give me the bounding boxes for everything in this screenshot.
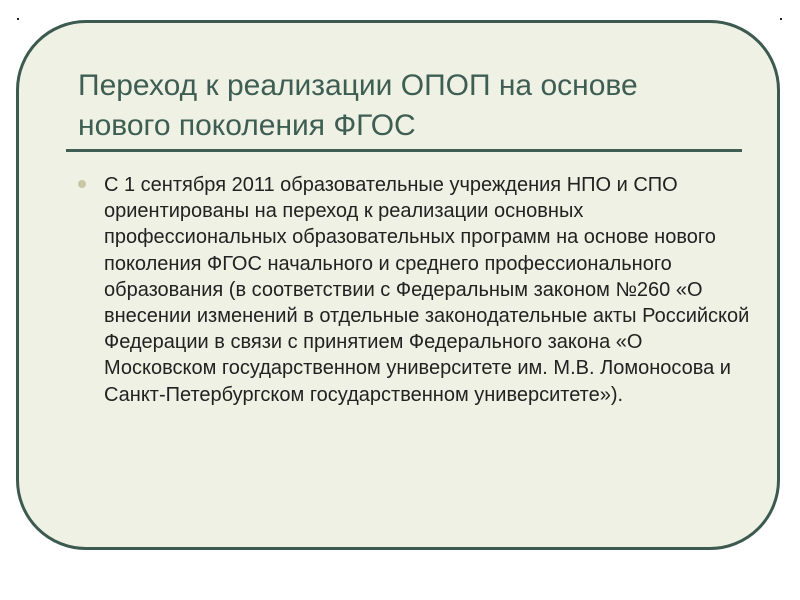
slide-body-text: С 1 сентября 2011 образовательные учреждения НПО и СПО ориентированы на переход к реализации основных профессиональных образовательных программ на основе нового поколения ФГОС начального и среднего профессионального образования (в соответствии с Федеральным законом №260 «О внесении изменений в отдельные законодательные акты Российской Федерации в связи с принятием Федерального закона «О Московском государственном университете им. М.В. Ломоносова и Санкт-Петербургском государственном университете»).: [104, 174, 750, 406]
title-divider: [66, 149, 742, 152]
corner-mark-left: [17, 18, 19, 20]
corner-mark-right: [780, 18, 782, 20]
slide-title: Переход к реализации ОПОП на основе нового поколения ФГОС: [78, 69, 638, 142]
bullet-dot-icon: [78, 180, 86, 188]
